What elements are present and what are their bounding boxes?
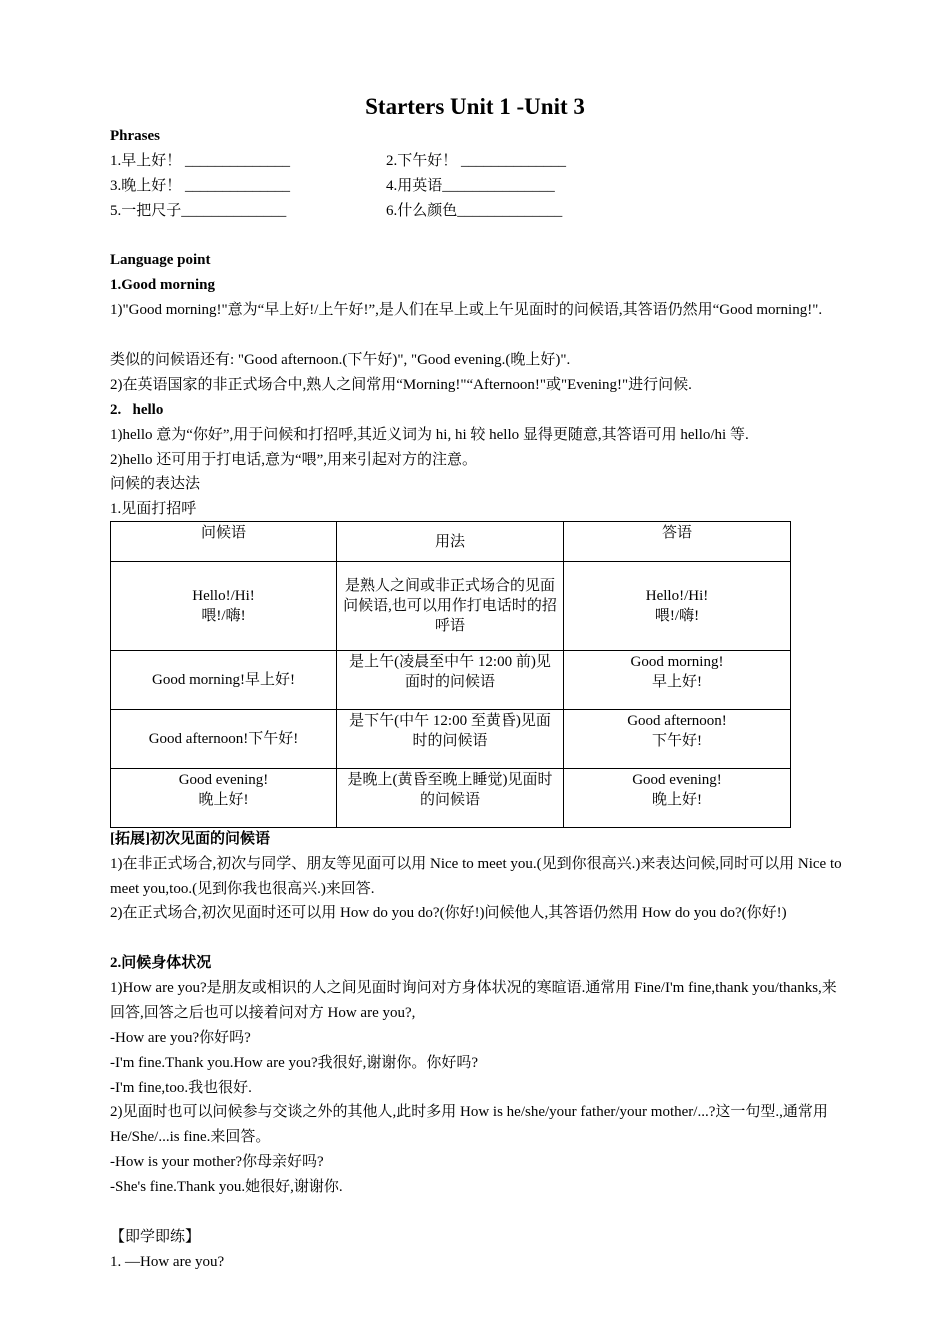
table-header-row xyxy=(111,522,791,562)
reply-cn: 早上好! xyxy=(652,674,702,690)
greeting-cn: 喂!/嗨! xyxy=(201,608,246,624)
greeting-en: Hello!/Hi! xyxy=(192,588,255,604)
greeting-en: Good evening! xyxy=(178,772,269,788)
hello-paragraph-1: 1)hello 意为“你好”,用于问候和打招呼,其近义词为 hi, hi 较 hello 显得更随意,其答语可用 hello/hi 等. xyxy=(110,427,749,443)
greeting-cn: 晚上好! xyxy=(198,792,249,808)
phrase-item-3: 3.晚上好！ ______________ xyxy=(110,178,291,194)
extension-paragraph-2: 2)在正式场合,初次见面时还可以用 How do you do?(你好!)问候他人,其答语仍然用 How do you do?(你好!) xyxy=(110,905,787,921)
table-header-cell: 问候语 xyxy=(111,522,337,562)
extension-heading: [拓展]初次见面的问候语 xyxy=(110,831,270,847)
table-cell: 是上午(凌晨至中午 12:00 前)见面时的问候语 xyxy=(337,651,564,710)
table-cell xyxy=(564,710,791,769)
table-cell: 是下午(中午 12:00 至黄昏)见面时的问候语 xyxy=(337,710,564,769)
table-cell: Good morning!早上好! xyxy=(111,651,337,710)
health-heading: 2.问候身体状况 xyxy=(110,955,212,971)
table-cell xyxy=(564,562,791,651)
phrase-item-1: 1.早上好！ ______________ xyxy=(110,153,291,169)
reply-en: Good evening! xyxy=(632,772,722,788)
health-paragraph-1: 1)How are you?是朋友或相识的人之间见面时询问对方身体状况的寒暄语.通常用 Fine/I'm fine,thank you/thanks,来回答,回答之后也可以接着问对方 How are you?, xyxy=(110,980,837,1021)
phrases-heading: Phrases xyxy=(110,128,160,144)
reply-en: Hello!/Hi! xyxy=(645,588,709,604)
greeting-expressions-subheading: 1.见面打招呼 xyxy=(110,501,197,517)
extension-paragraph-1: 1)在非正式场合,初次与同学、朋友等见面可以用 Nice to meet you.(见到你很高兴.)来表达问候,同时可以用 Nice to meet you,too.(见到你我也很高兴.)来回答. xyxy=(110,856,842,897)
section-good-morning-heading: 1.Good morning xyxy=(110,277,216,293)
table-cell xyxy=(111,769,337,828)
table-cell xyxy=(564,769,791,828)
dialogue-line: -How is your mother?你母亲好吗? xyxy=(110,1154,324,1170)
table-row xyxy=(111,562,791,651)
table-cell: Good afternoon!下午好! xyxy=(111,710,337,769)
table-cell: 是晚上(黄昏至晚上睡觉)见面时的问候语 xyxy=(337,769,564,828)
good-morning-paragraph-3: 2)在英语国家的非正式场合中,熟人之间常用“Morning!"“Afternoon!"或"Evening!"进行问候. xyxy=(110,377,692,393)
table-row xyxy=(111,769,791,828)
table-cell: 是熟人之间或非正式场合的见面问候语,也可以用作打电话时的招呼语 xyxy=(337,562,564,651)
table-cell xyxy=(564,651,791,710)
dialogue-line: -She's fine.Thank you.她很好,谢谢你. xyxy=(110,1179,343,1195)
health-paragraph-2: 2)见面时也可以问候参与交谈之外的其他人,此时多用 How is he/she/your father/your mother/...?这一句型.,通常用 He/She/...is fine.来回答。 xyxy=(110,1104,828,1145)
section-hello-heading: 2. hello xyxy=(110,402,164,418)
greetings-table xyxy=(110,521,791,828)
practice-question-1: 1. —How are you? xyxy=(110,1254,225,1270)
greeting-expressions-heading: 问候的表达法 xyxy=(110,476,201,492)
page-title: Starters Unit 1 -Unit 3 xyxy=(365,94,585,119)
phrase-item-4: 4.用英语_______________ xyxy=(386,178,555,194)
table-row xyxy=(111,710,791,769)
phrase-item-5: 5.一把尺子______________ xyxy=(110,203,287,219)
reply-cn: 下午好! xyxy=(652,733,702,749)
language-point-heading: Language point xyxy=(110,252,211,268)
table-header-cell: 用法 xyxy=(337,522,564,562)
reply-en: Good afternoon! xyxy=(627,713,727,729)
practice-heading: 【即学即练】 xyxy=(110,1229,201,1245)
reply-en: Good morning! xyxy=(630,654,724,670)
table-row xyxy=(111,651,791,710)
reply-cn: 晚上好! xyxy=(652,792,702,808)
good-morning-paragraph-1: 1)"Good morning!"意为“早上好!/上午好!”,是人们在早上或上午见面时的问候语,其答语仍然用“Good morning!". xyxy=(110,302,823,318)
table-header-cell: 答语 xyxy=(564,522,791,562)
reply-cn: 喂!/嗨! xyxy=(654,608,700,624)
dialogue-line: -I'm fine.Thank you.How are you?我很好,谢谢你。你好吗? xyxy=(110,1055,479,1071)
hello-paragraph-2: 2)hello 还可用于打电话,意为“喂”,用来引起对方的注意。 xyxy=(110,452,478,468)
good-morning-paragraph-2: 类似的问候语还有: "Good afternoon.(下午好)", "Good evening.(晚上好)". xyxy=(110,352,571,368)
phrase-item-6: 6.什么颜色______________ xyxy=(386,203,563,219)
table-cell xyxy=(111,562,337,651)
dialogue-line: -How are you?你好吗? xyxy=(110,1030,251,1046)
dialogue-line: -I'm fine,too.我也很好. xyxy=(110,1080,252,1096)
phrase-item-2: 2.下午好！ ______________ xyxy=(386,153,567,169)
